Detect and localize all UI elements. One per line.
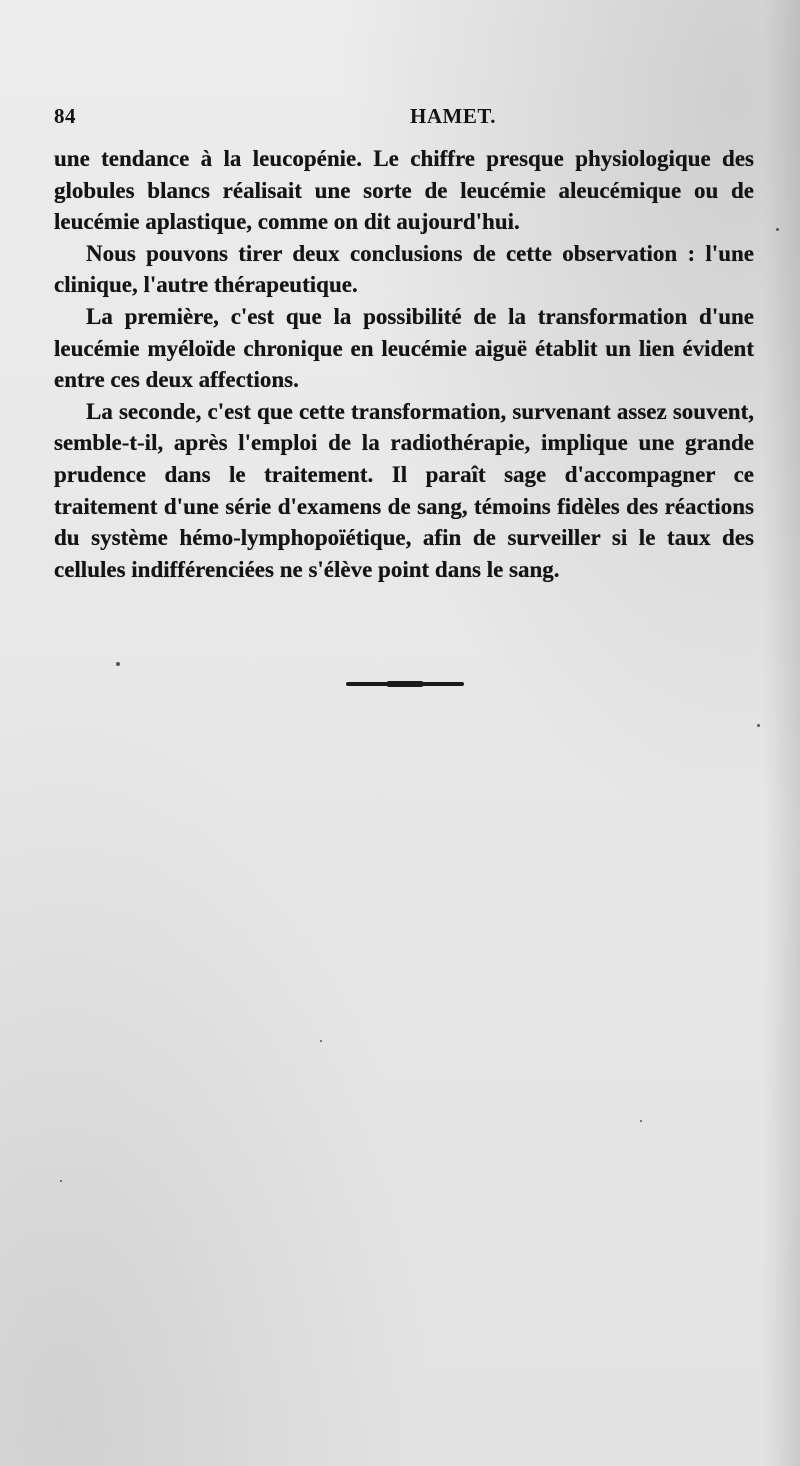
print-speck bbox=[640, 1120, 642, 1122]
paragraph-conclusions: Nous pouvons tirer deux conclusions de cette observation : l'une clinique, l'autre thérapeutique. bbox=[54, 240, 754, 298]
page-header bbox=[54, 104, 754, 134]
paragraph-continuation: une tendance à la leucopénie. Le chiffre presque physiologique des globules blancs réalisait une sorte de leucémie aleucémique ou de leucémie aplastique, comme on dit aujourd'hui. bbox=[54, 146, 754, 235]
page-edge-shadow bbox=[764, 0, 800, 1466]
print-speck bbox=[116, 662, 120, 666]
print-speck bbox=[776, 228, 779, 231]
print-speck bbox=[320, 1040, 322, 1042]
running-title: HAMET. bbox=[410, 104, 497, 128]
paragraph-first-conclusion: La première, c'est que la possibilité de la transformation d'une leucémie myéloïde chronique en leucémie aiguë établit un lien évident entre ces deux affections. bbox=[54, 303, 754, 393]
end-of-chapter-rule bbox=[346, 682, 464, 686]
print-speck bbox=[757, 724, 760, 727]
print-speck bbox=[60, 1180, 62, 1182]
page-number: 84 bbox=[54, 104, 76, 128]
body-text bbox=[54, 143, 754, 585]
paragraph-second-conclusion: La seconde, c'est que cette transformation, survenant assez souvent, semble-t-il, après l'emploi de la radiothérapie, implique une grande prudence dans le traitement. Il paraît sage d'accompagner ce traitement d'une série d'examens de sang, témoins fidèles des réactions du système hémo-lymphopoïétique, afin de surveiller si le taux des cellules indifférenciées ne s'élève point dans le sang. bbox=[54, 398, 754, 582]
